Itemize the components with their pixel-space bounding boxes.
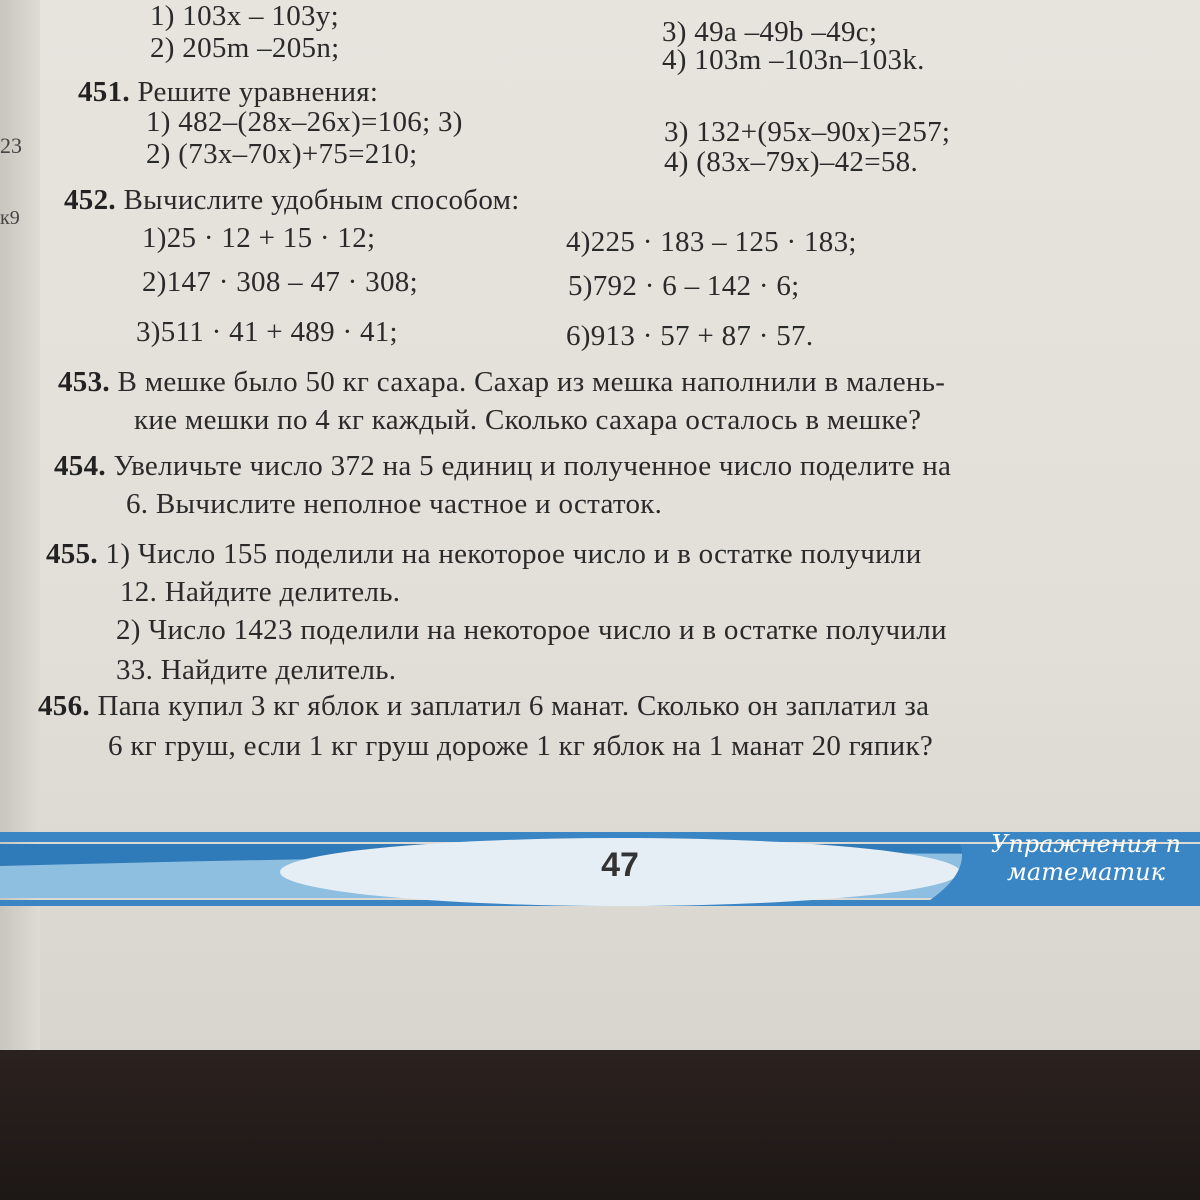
problem-452-item-6: 6)913 · 57 + 87 · 57. bbox=[566, 320, 814, 352]
problem-455-line-4: 33. Найдите делитель. bbox=[116, 654, 397, 686]
problem-number: 453. bbox=[58, 366, 110, 398]
problem-451-item-1: 1) 482–(28x–26x)=106; 3) bbox=[146, 106, 463, 138]
problem-451-heading bbox=[78, 76, 378, 109]
book-title bbox=[966, 830, 1200, 886]
margin-mark: к9 bbox=[0, 207, 20, 229]
problem-number: 452. bbox=[64, 184, 116, 216]
problem-text: Папа купил 3 кг яблок и заплатил 6 манат. Сколько он заплатил за bbox=[97, 690, 930, 722]
problem-456-line-1 bbox=[38, 690, 929, 723]
problem-451-item-3: 3) 132+(95x–90x)=257; bbox=[664, 116, 951, 148]
problem-452-item-3: 3)511 · 41 + 489 · 41; bbox=[136, 316, 398, 348]
table-surface bbox=[0, 1050, 1200, 1200]
problem-452-item-4: 4)225 · 183 – 125 · 183; bbox=[566, 226, 857, 258]
book-title-line-2: математик bbox=[1007, 858, 1165, 886]
problem-text: В мешке было 50 кг сахара. Сахар из мешка наполнили в малень- bbox=[117, 366, 946, 398]
problem-453-line-1 bbox=[58, 366, 945, 399]
problem-455-line-2: 12. Найдите делитель. bbox=[120, 576, 401, 608]
problem-452-heading bbox=[64, 184, 520, 217]
problem-450-item-4: 4) 103m –103n–103k. bbox=[662, 44, 925, 76]
problem-number: 454. bbox=[54, 450, 106, 482]
problem-title: Вычислите удобным способом: bbox=[123, 184, 520, 216]
problem-text: Увеличьте число 372 на 5 единиц и полученное число поделите на bbox=[113, 450, 952, 482]
problem-450-item-3: 3) 49a –49b –49c; bbox=[662, 16, 878, 48]
problem-number: 456. bbox=[38, 690, 90, 722]
problem-452-item-5: 5)792 · 6 – 142 · 6; bbox=[568, 270, 800, 302]
problem-453-line-2: кие мешки по 4 кг каждый. Сколько сахара осталось в мешке? bbox=[134, 404, 922, 436]
problem-title: Решите уравнения: bbox=[137, 76, 379, 108]
problem-number: 455. bbox=[46, 538, 98, 570]
problem-451-item-4: 4) (83x–79x)–42=58. bbox=[664, 146, 919, 178]
problem-450-item-2: 2) 205m –205n; bbox=[150, 32, 340, 64]
problem-451-item-2: 2) (73x–70x)+75=210; bbox=[146, 138, 418, 170]
problem-452-item-1: 1)25 · 12 + 15 · 12; bbox=[142, 222, 376, 254]
problem-452-item-2: 2)147 · 308 – 47 · 308; bbox=[142, 266, 418, 298]
problem-text: 1) Число 155 поделили на некоторое число и в остатке получили bbox=[105, 538, 922, 570]
page-number: 47 bbox=[601, 846, 639, 884]
problem-450-item-1: 1) 103x – 103y; bbox=[150, 0, 339, 32]
problem-455-line-1 bbox=[46, 538, 922, 571]
book-title-line-1: Упражнения п bbox=[990, 830, 1181, 858]
margin-mark: 23 bbox=[0, 133, 22, 158]
problem-455-line-3: 2) Число 1423 поделили на некоторое число и в остатке получили bbox=[116, 614, 947, 646]
problem-number: 451. bbox=[78, 76, 130, 108]
problem-456-line-2: 6 кг груш, если 1 кг груш дороже 1 кг яблок на 1 манат 20 гяпик? bbox=[108, 730, 934, 762]
problem-454-line-2: 6. Вычислите неполное частное и остаток. bbox=[126, 488, 663, 520]
problem-454-line-1 bbox=[54, 450, 951, 483]
